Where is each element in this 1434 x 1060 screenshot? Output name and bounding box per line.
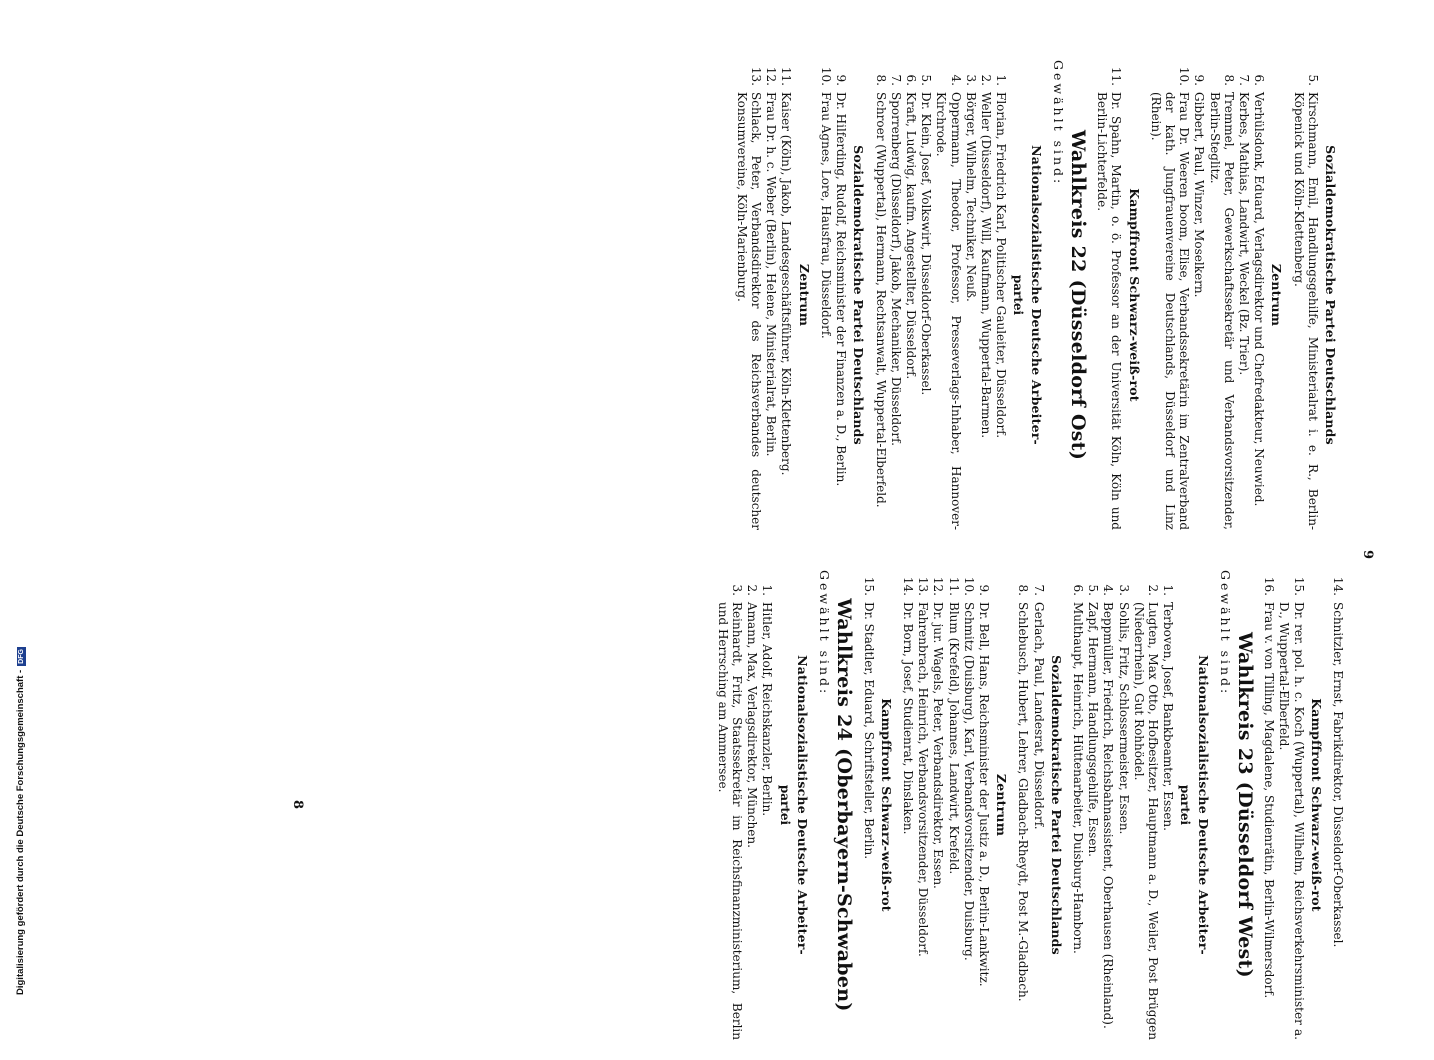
page-number-bottom: 8 <box>290 800 305 810</box>
candidate-number: 13. <box>749 66 764 86</box>
candidate-entry <box>1095 60 1123 530</box>
candidate-number: 15. <box>861 576 876 596</box>
candidate-entry <box>1277 570 1305 1040</box>
candidate-number: 4. <box>948 74 963 86</box>
candidate-entry <box>1132 570 1160 1040</box>
candidate-text: Dr. Hilferding, Rudolf, Reichsminister der Finanzen a. D., Berlin. <box>834 92 849 487</box>
digitization-footer <box>10 600 28 995</box>
candidate-text: Tremmel, Peter, Gewerkschaftssekretär und Verbandsvorsitzender, Berlin-Steglitz. <box>1207 92 1236 530</box>
candidate-text: Weller (Düsseldorf), Will, Kaufmann, Wuppertal-Barmen. <box>978 92 993 439</box>
candidate-text: Dr. rer. pol. h. c. Koch (Wuppertal), Wilhelm, Reichsverkehrsminister a. D., Wuppertal-Elberfeld. <box>1277 602 1306 1040</box>
footer-credit-text: Digitalisierung gefördert durch die Deutsche Forschungsgemeinschaft - <box>15 669 26 995</box>
candidate-text: Kirschmann, Emil, Handlungsgehilfe, Ministerialrat i. e. R., Berlin-Köpenick und Köln-Klettenberg. <box>1291 92 1320 530</box>
candidate-text: Dr. jur. Wagels, Peter, Verbandsdirektor, Essen. <box>931 602 946 889</box>
candidate-entry <box>931 570 945 1040</box>
candidate-entry <box>760 570 774 1040</box>
candidate-entry <box>979 60 993 530</box>
candidate-number: 11. <box>946 576 961 596</box>
candidate-entry <box>946 570 960 1040</box>
party-heading: Zentrum <box>796 263 812 327</box>
candidate-entry <box>861 570 875 1040</box>
party-heading: Sozialdemokratische Partei Deutschlands <box>1048 655 1064 955</box>
candidate-number: 14. <box>1331 576 1345 596</box>
candidate-text: Zapf, Hermann, Handlungsgehilfe, Essen. <box>1086 602 1101 857</box>
candidate-number: 7. <box>888 74 903 86</box>
candidate-entry <box>916 570 930 1040</box>
candidate-entry <box>834 60 848 530</box>
candidate-text: Dr. Born, Josef, Studienrat, Dinslaken. <box>900 602 915 835</box>
candidate-entry <box>819 60 833 530</box>
candidate-entry <box>1291 60 1319 530</box>
candidate-number: 6. <box>1070 584 1085 596</box>
party-heading-continuation: partei <box>1178 784 1193 826</box>
elected-label: Gewählt sind: <box>817 570 833 697</box>
party-heading: Sozialdemokratische Partei Deutschlands <box>1323 145 1338 445</box>
candidate-entry <box>889 60 903 530</box>
candidate-entry <box>962 570 976 1040</box>
candidate-number: 8. <box>873 74 888 86</box>
candidate-text: Amann, Max, Verlagsdirektor, München. <box>745 602 760 848</box>
candidate-number: 11. <box>779 66 794 86</box>
right-column <box>715 570 1345 1040</box>
candidate-number: 2. <box>978 74 993 86</box>
candidate-entry <box>764 60 778 530</box>
candidate-entry <box>1161 570 1175 1040</box>
candidate-number: 11. <box>1109 66 1124 86</box>
candidate-number: 9. <box>976 584 991 596</box>
candidate-entry <box>1149 60 1192 530</box>
candidate-entry <box>779 60 793 530</box>
candidate-text: Lugten, Max Otto, Hofbesitzer, Hauptmann a. D., Weiler, Post Brüggen (Niederrhein), Gut Rohhödel. <box>1131 602 1160 1040</box>
dfg-logo: DFG <box>18 649 25 664</box>
candidate-number: 7. <box>1031 584 1046 596</box>
candidate-entry <box>934 60 962 530</box>
party-heading: Kampffront Schwarz-weiß-rot <box>1126 188 1142 402</box>
rotated-page-spread <box>85 60 1375 1060</box>
candidate-text: Kaiser (Köln), Jakob, Landesgeschäftsführer, Köln-Klettenberg. <box>779 92 794 476</box>
candidate-number: 2. <box>1145 584 1160 596</box>
candidate-number: 9. <box>1192 74 1207 86</box>
candidate-number: 15. <box>1291 576 1306 596</box>
candidate-text: Multhaupt, Heinrich, Hüttenarbeiter, Duisburg-Hamborn. <box>1070 602 1085 954</box>
party-heading: Zentrum <box>994 773 1010 837</box>
candidate-text: Verhülsdonk, Eduard, Verlagsdirektor und Chefredakteur, Neuwied. <box>1252 92 1267 507</box>
candidate-entry <box>735 60 763 530</box>
candidate-entry <box>873 60 887 530</box>
candidate-text: Frau Dr. Weeren boom, Elise, Verbandssekretärin im Zentralverband der kath. Jungfrauenvereine Deutschlands, Düsseldorf und Linz (Rhein). <box>1148 92 1192 530</box>
candidate-text: Sporrenberg (Düsseldorf), Jakob, Mechaniker, Düsseldorf. <box>888 92 903 446</box>
page-9 <box>715 60 1375 1060</box>
party-heading-continuation: partei <box>1011 274 1026 316</box>
candidate-text: Frau Agnes, Lore, Hausfrau, Düsseldorf. <box>818 92 833 339</box>
party-heading: Kampffront Schwarz-weiß-rot <box>878 698 894 912</box>
page-8 <box>105 60 705 1060</box>
party-heading: Zentrum <box>1269 263 1285 327</box>
candidate-number: 5. <box>1086 584 1101 596</box>
candidate-text: Schroer (Wuppertal), Hermann, Rechtsanwalt, Wuppertal-Elberfeld. <box>873 92 888 508</box>
candidate-number: 4. <box>1101 584 1116 596</box>
candidate-entry <box>1262 570 1276 1040</box>
candidate-text: Fahrenbrach, Heinrich, Verbandsvorsitzender, Düsseldorf. <box>916 602 931 957</box>
candidate-entry <box>901 570 915 1040</box>
candidate-text: Frau Dr. h. c. Weber (Berlin), Helene, Ministerialrat, Berlin. <box>764 92 779 457</box>
candidate-number: 13. <box>916 576 931 596</box>
candidate-text: Schmitz (Duisburg), Karl, Verbandsvorsitzender, Duisburg. <box>961 602 976 961</box>
candidate-number: 6. <box>903 74 918 86</box>
candidate-number: 8. <box>1221 74 1236 86</box>
elected-label: Gewählt sind: <box>1050 60 1066 187</box>
candidate-entry <box>1101 570 1115 1040</box>
footer-credit <box>15 647 26 995</box>
candidate-number: 10. <box>818 66 833 86</box>
candidate-entry <box>964 60 978 530</box>
candidate-text: Reinhardt, Fritz, Staatssekretär im Reichsfinanzministerium, Berlin und Herrsching am Ammersee. <box>715 602 745 1040</box>
candidate-text: Dr. Klein, Josef, Volkswirt, Düsseldorf-Oberkassel. <box>919 92 934 396</box>
candidate-entry <box>745 570 759 1040</box>
district-heading: Wahlkreis 23 (Düsseldorf West) <box>1233 632 1256 978</box>
candidate-text: Schnitzler, Ernst, Fabrikdirektor, Düsseldorf-Oberkassel. <box>1331 602 1345 948</box>
candidate-number: 12. <box>764 66 779 86</box>
candidate-entry <box>1192 60 1206 530</box>
document-sheet <box>60 0 1434 1040</box>
party-heading: Nationalsozialistische Deutsche Arbeiter- <box>1195 655 1211 955</box>
candidate-text: Börger, Wilhelm, Techniker, Neuß. <box>963 92 978 302</box>
candidate-entry <box>1086 570 1100 1040</box>
candidate-entry <box>1031 570 1045 1040</box>
party-heading: Sozialdemokratische Partei Deutschlands <box>851 145 867 445</box>
candidate-number: 12. <box>931 576 946 596</box>
candidate-number: 3. <box>963 74 978 86</box>
candidate-entry <box>1116 570 1130 1040</box>
left-column <box>734 60 1345 530</box>
candidate-text: Gibbert, Paul, Winzer, Moselkern. <box>1192 92 1207 298</box>
party-heading: Nationalsozialistische Deutsche Arbeiter- <box>1028 145 1044 445</box>
candidate-entry <box>994 60 1008 530</box>
candidate-number: 6. <box>1252 74 1267 86</box>
candidate-entry <box>1016 570 1030 1040</box>
candidate-entry <box>977 570 991 1040</box>
candidate-number: 1. <box>760 584 775 596</box>
party-heading: Kampffront Schwarz-weiß-rot <box>1308 698 1324 912</box>
candidate-entry <box>1252 60 1266 530</box>
candidate-number: 1. <box>1161 584 1176 596</box>
district-heading: Wahlkreis 24 (Oberbayern-Schwaben) <box>833 598 856 1012</box>
candidate-number: 8. <box>1016 584 1031 596</box>
candidate-text: Terboven, Josef, Bankbeamter, Essen. <box>1161 602 1176 831</box>
candidate-text: Dr. Spahn, Martin, o. ö. Professor an der Universität Köln, Köln und Berlin-Lichterfelde. <box>1095 92 1124 530</box>
candidate-number: 5. <box>1305 74 1320 86</box>
candidate-text: Kerbes, Mathias, Landwirt, Weckel (Bz. Trier). <box>1236 92 1251 376</box>
candidate-text: Dr. Stadtler, Eduard, Schriftsteller, Berlin. <box>861 602 876 860</box>
candidate-entry <box>1237 60 1251 530</box>
candidate-text: Florian, Friedrich Karl, Politischer Gauleiter, Düsseldorf. <box>994 92 1009 439</box>
candidate-entry <box>1331 570 1345 1040</box>
party-heading: Nationalsozialistische Deutsche Arbeiter- <box>794 655 810 955</box>
candidate-text: Blum (Krefeld), Johannes, Landwirt, Krefeld. <box>946 602 961 875</box>
candidate-number: 10. <box>961 576 976 596</box>
candidate-number: 5. <box>919 74 934 86</box>
candidate-number: 10. <box>1177 66 1192 86</box>
candidate-text: Dr. Bell, Hans, Reichsminister der Justiz a. D., Berlin-Lankwitz. <box>976 602 991 987</box>
candidate-number: 1. <box>994 74 1009 86</box>
candidate-number: 2. <box>745 584 760 596</box>
candidate-entry <box>1207 60 1235 530</box>
candidate-text: Gerlach, Paul, Landesrat, Düsseldorf. <box>1031 602 1046 830</box>
candidate-number: 7. <box>1236 74 1251 86</box>
candidate-entry <box>716 570 744 1040</box>
candidate-text: Oppermann, Theodor, Professor, Presseverlags-Inhaber, Hannover-Kirchrode. <box>934 92 963 530</box>
candidate-text: Schlebusch, Hubert, Lehrer, Gladbach-Rheydt, Post M.-Gladbach. <box>1016 602 1031 1002</box>
candidate-text: Hitler, Adolf, Reichskanzler, Berlin. <box>760 602 775 817</box>
candidate-text: Sohlis, Fritz, Schlossermeister, Essen. <box>1116 602 1131 835</box>
candidate-number: 3. <box>730 584 745 596</box>
candidate-entry <box>904 60 918 530</box>
candidate-number: 14. <box>900 576 915 596</box>
district-heading: Wahlkreis 22 (Düsseldorf Ost) <box>1066 129 1089 461</box>
candidate-text: Schlack, Peter, Verbandsdirektor des Reichsverbandes deutscher Konsumvereine, Köln-Marienburg. <box>734 92 764 530</box>
candidate-text: Kraft, Ludwig, kaufm. Angestellter, Düsseldorf. <box>903 92 918 380</box>
candidate-number: 3. <box>1116 584 1131 596</box>
elected-label: Gewählt sind: <box>1217 570 1233 697</box>
party-heading-continuation: partei <box>777 784 792 826</box>
candidate-text: Frau v. von Tilling, Magdalene, Studienrätin, Berlin-Wilmersdorf. <box>1262 602 1277 999</box>
candidate-text: Beppmüller, Friedrich, Reichsbahnassistent, Oberhausen (Rheinland). <box>1101 602 1116 1029</box>
candidate-number: 16. <box>1262 576 1277 596</box>
candidate-entry <box>1071 570 1085 1040</box>
candidate-entry <box>919 60 933 530</box>
page-number-top: 9 <box>1360 550 1375 560</box>
candidate-number: 9. <box>834 74 849 86</box>
